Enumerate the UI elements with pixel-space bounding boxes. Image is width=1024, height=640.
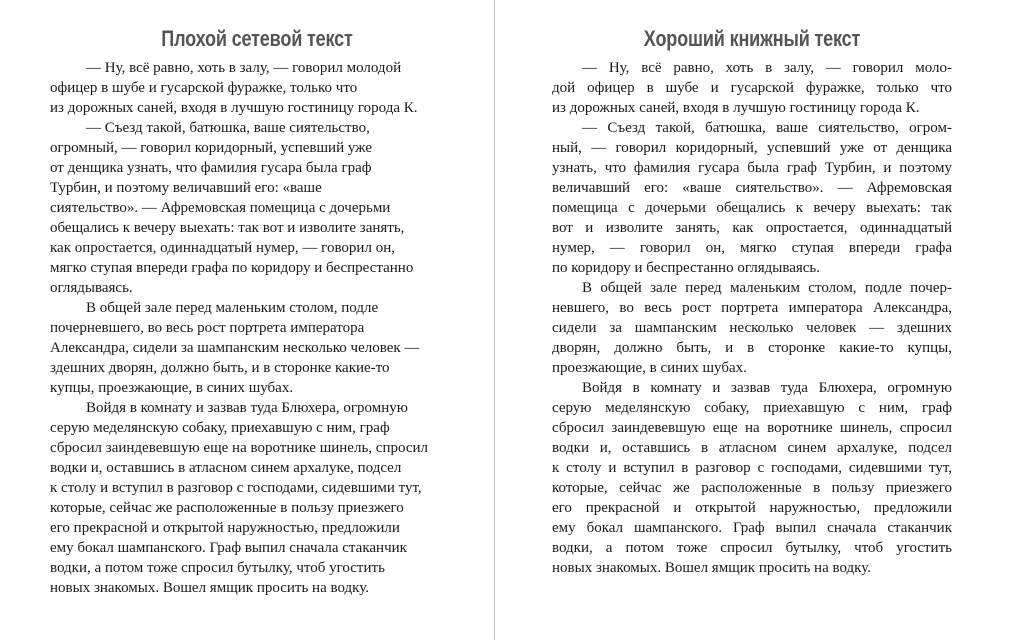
text-line: невшего, во весь рост портрета императора Александра, (552, 300, 952, 316)
text-line: — Съезд такой, батюшка, ваше сиятельство, (86, 120, 370, 136)
text-line: Войдя в комнату и зазвав туда Блюхера, огромную (582, 380, 952, 396)
text-line: водки и, оставшись в атласном синем архалуке, подсел (552, 440, 952, 456)
text-line: В общей зале перед маленьким столом, подле почер- (582, 280, 952, 296)
column-divider (494, 0, 495, 640)
text-line: Войдя в комнату и зазвав туда Блюхера, огромную (86, 400, 408, 416)
text-line: сбросил заиндевевшую еще на воротнике шинель, спросил (50, 440, 429, 456)
text-line: водки, а потом тоже спросил бутылку, чтоб угостить (552, 540, 952, 556)
text-line: — Съезд такой, батюшка, ваше сиятельство, огром- (582, 120, 952, 136)
text-line: к столу и вступил в разговор с господами, сидевшими тут, (552, 460, 952, 476)
text-line: водки, а потом тоже спросил бутылку, чтоб угостить (50, 560, 385, 576)
text-line: сбросил заиндевевшую еще на воротнике шинель, спросил (552, 420, 952, 436)
text-line: серую меделянскую собаку, приехавшую с ним, граф (50, 420, 390, 436)
text-line: проезжающие, в синих шубах. (552, 360, 747, 376)
text-line: огромный, — говорил коридорный, успевший уже (50, 140, 372, 156)
text-line: величавший его: «ваше сиятельство». — Афремовская (552, 180, 952, 196)
text-line: его прекрасной и открытой наружностью, предложили (50, 520, 400, 536)
text-line: по коридору и беспрестанно оглядываясь. (552, 260, 821, 276)
text-line: дой офицер в шубе и гусарской фуражке, только что (552, 80, 952, 96)
text-line: вот и изволите занять, как опростается, одиннадцатый (552, 220, 952, 236)
text-line: ный, — говорил коридорный, успевший уже от денщика (552, 140, 952, 156)
text-line: которые, сейчас же расположенные в пользу приезжего (552, 480, 952, 496)
text-line: Турбин, и поэтому величавший его: «ваше (50, 180, 322, 196)
text-line: к столу и вступил в разговор с господами, сидевшими тут, (50, 480, 422, 496)
text-line: ему бокал шампанского. Граф выпил сначала стаканчик (552, 520, 952, 536)
good-text-body (552, 58, 952, 578)
text-line: сидели за шампанским несколько человек — здешних (552, 320, 952, 336)
good-text-title: Хороший книжный текст (643, 26, 861, 51)
text-line: серую меделянскую собаку, приехавшую с ним, граф (552, 400, 952, 416)
bad-text-body (50, 58, 464, 598)
text-line: из дорожных саней, входя в лучшую гостиницу города К. (50, 100, 418, 116)
text-line: нумер, — говорил он, мягко ступая впереди графа (552, 240, 952, 256)
text-line: помещица с дочерьми обещались к вечеру выехать: так (552, 200, 952, 216)
text-line: — Ну, всё равно, хоть в залу, — говорил молодой (86, 60, 402, 76)
text-line: почерневшего, во весь рост портрета императора (50, 320, 365, 336)
text-line: новых знакомых. Вошел ямщик просить на водку. (50, 580, 369, 596)
text-line: обещались к вечеру выехать: так вот и изволите занять, (50, 220, 405, 236)
text-line: сиятельство». — Афремовская помещица с дочерьми (50, 200, 391, 216)
text-line: — Ну, всё равно, хоть в залу, — говорил моло- (582, 60, 952, 76)
text-line: ему бокал шампанского. Граф выпил сначала стаканчик (50, 540, 407, 556)
text-line: В общей зале перед маленьким столом, подле (86, 300, 379, 316)
text-line: от денщика узнать, что фамилия гусара была граф (50, 160, 372, 176)
text-line: дворян, должно быть, и в сторонке какие-то купцы, (552, 340, 952, 356)
text-line: мягко ступая впереди графа по коридору и беспрестанно (50, 260, 414, 276)
bad-text-title: Плохой сетевой текст (161, 26, 353, 51)
text-line: здешних дворян, должно быть, и в сторонке какие-то (50, 360, 390, 376)
text-line: из дорожных саней, входя в лучшую гостиницу города К. (552, 100, 920, 116)
text-line: новых знакомых. Вошел ямщик просить на водку. (552, 560, 871, 576)
text-line: водки и, оставшись в атласном синем архалуке, подсел (50, 460, 402, 476)
text-line: как опростается, одиннадцатый нумер, — говорил он, (50, 240, 395, 256)
text-line: Александра, сидели за шампанским несколько человек — (50, 340, 420, 356)
text-line: его прекрасной и открытой наружностью, предложили (552, 500, 952, 516)
text-line: офицер в шубе и гусарской фуражке, только что (50, 80, 358, 96)
text-line: узнать, что фамилия гусара была граф Турбин, и поэтому (552, 160, 952, 176)
text-line: купцы, проезжающие, в синих шубах. (50, 380, 294, 396)
text-line: которые, сейчас же расположенные в пользу приезжего (50, 500, 404, 516)
text-line: оглядываясь. (50, 280, 133, 296)
